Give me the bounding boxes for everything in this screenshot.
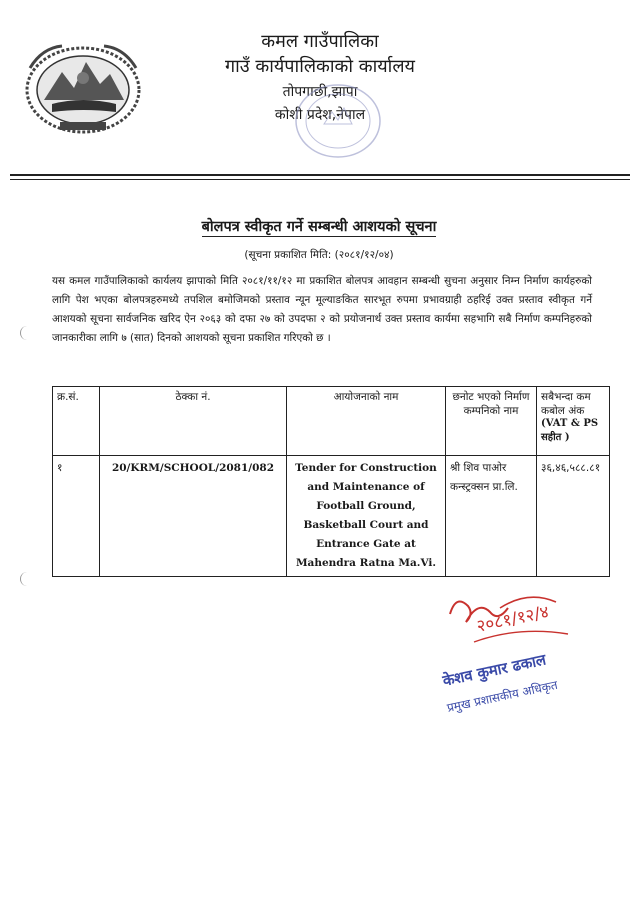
- cell-sn: १: [53, 456, 100, 577]
- office-seal-icon: [292, 80, 384, 162]
- col-amount-vat: (VAT & PS सहीत ): [541, 418, 599, 443]
- office-name: गाउँ कार्यपालिकाको कार्यालय: [225, 56, 415, 77]
- signature-date: २०८१/१२/४: [474, 602, 551, 637]
- notice-body: यस कमल गाउँपालिकाको कार्यलय झापाको मिति २०८१/११/१२ मा प्रकाशित बोलपत्र आवहान सम्बन्धी सुचना अनुसार निम्न निर्माण कार्यहरुको लागि पेश भएका बोलपत्रहरुमध्ये तपशिल बमोजिमको प्रस्ताव न्यून मूल्याङकित सारभूत रुपमा प्रभावग्राही ठहरिई उक्त प्रस्ताव स्वीकृत गर्ने आशयको सूचना सार्वजनिक खरिद ऐन २०६३ को दफा २७ को उपदफा २ को प्रयोजनार्थ उक्त प्रस्ताव कार्यमा सहभागि सबै निर्माण कम्पनिहरुको जानकारीका लागि ७ (सात) दिनको आशयको सूचना प्रकाशित गरिएको छ ।: [52, 275, 592, 344]
- signer-designation: प्रमुख प्रशासकीय अधिकृत: [445, 677, 559, 715]
- office-address: तोपगाछी,झापा: [282, 84, 358, 100]
- notice-title-text: बोलपत्र स्वीकृत गर्ने सम्बन्धी आशयको सूचना: [201, 219, 437, 235]
- header-divider-thin: [10, 179, 630, 180]
- punch-mark: [20, 326, 31, 340]
- col-tender-no: ठेक्का नं.: [100, 387, 287, 456]
- published-date: (सूचना प्रकाशित मिति: (२०८१/१२/०४): [244, 249, 394, 261]
- table-row: [53, 456, 610, 577]
- table-header-row: [53, 387, 610, 456]
- col-amount-label: सबैभन्दा कम कबोल अंक: [541, 391, 591, 417]
- cell-company: श्री शिव पाओर कन्स्ट्रक्सन प्रा.लि.: [446, 456, 537, 577]
- nepal-emblem-icon: [22, 38, 144, 136]
- header-divider: [10, 174, 630, 176]
- signer-name: केशव कुमार ढकाल: [441, 650, 548, 690]
- col-amount: [537, 387, 610, 456]
- municipality-name: कमल गाउँपालिका: [261, 31, 379, 52]
- col-sn: क्र.सं.: [53, 387, 100, 456]
- cell-tender-no: 20/KRM/SCHOOL/2081/082: [100, 456, 287, 577]
- cell-amount: ३६,४६,५८८.८१: [537, 456, 610, 577]
- cell-project: Tender for Construction and Maintenance of Football Ground, Basketball Court and Entrance Gate at Mahendra Ratna Ma.Vi.: [287, 456, 446, 577]
- office-province: कोशी प्रदेश,नेपाल: [274, 107, 366, 123]
- col-project: आयोजनाको नाम: [287, 387, 446, 456]
- col-company: छनोट भएको निर्माण कम्पनिको नाम: [446, 387, 537, 456]
- tender-table: [52, 386, 610, 577]
- punch-mark: [20, 572, 31, 586]
- notice-title: [0, 216, 638, 236]
- official-signature: [438, 582, 608, 722]
